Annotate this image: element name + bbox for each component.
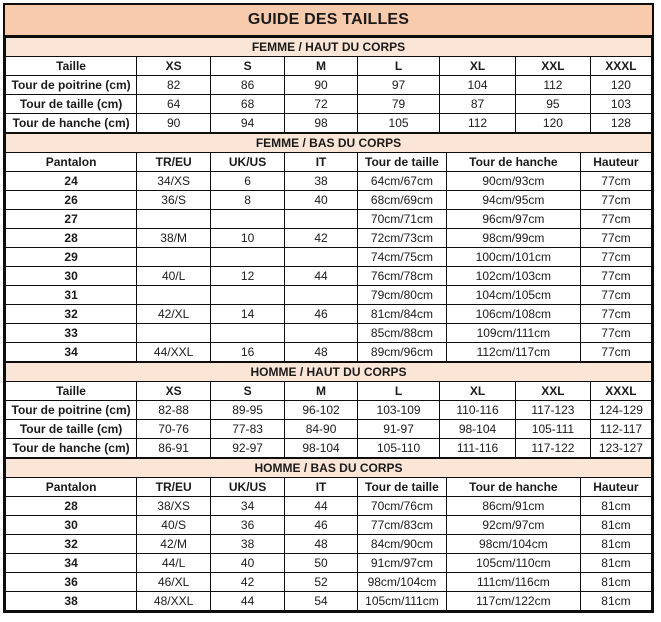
table-cell: 91-97 [358, 420, 440, 439]
section-femme-bas-du-corps [5, 133, 652, 362]
table-cell: 84-90 [285, 420, 358, 439]
table-cell: 90 [137, 114, 211, 133]
table-cell: 90cm/93cm [446, 172, 580, 191]
table-row [6, 172, 652, 191]
column-header-tour-de-taille: Tour de taille [358, 478, 447, 497]
section-band-row [6, 363, 652, 382]
table-cell [285, 324, 358, 343]
table-cell [211, 210, 285, 229]
table-cell: 84cm/90cm [358, 535, 447, 554]
table-cell: 42/XL [137, 305, 211, 324]
table-cell: 104cm/105cm [446, 286, 580, 305]
table-cell: 105cm/111cm [358, 592, 447, 611]
table-cell [137, 324, 211, 343]
column-header-pantalon: Pantalon [6, 153, 137, 172]
column-header-xl: XL [440, 382, 516, 401]
table-cell: 36 [211, 516, 285, 535]
row-label: 33 [6, 324, 137, 343]
table-cell [285, 248, 358, 267]
column-header-s: S [211, 382, 285, 401]
section-heading: FEMME / BAS DU CORPS [6, 134, 652, 153]
table-cell: 111-116 [440, 439, 516, 458]
table-cell: 12 [211, 267, 285, 286]
table-cell: 98-104 [440, 420, 516, 439]
table-cell: 36/S [137, 191, 211, 210]
row-label: 34 [6, 343, 137, 362]
table-cell: 87 [440, 95, 516, 114]
table-row [6, 95, 652, 114]
column-header-s: S [211, 57, 285, 76]
table-cell: 48 [285, 343, 358, 362]
table-cell [285, 286, 358, 305]
table-cell: 81cm [580, 535, 651, 554]
table-cell: 48 [285, 535, 358, 554]
table-row [6, 573, 652, 592]
table-cell: 77cm [580, 229, 651, 248]
table-cell: 112-117 [590, 420, 651, 439]
table-cell: 98cm/104cm [446, 535, 580, 554]
table-cell: 98cm/104cm [358, 573, 447, 592]
table-cell: 105 [358, 114, 440, 133]
table-cell: 6 [211, 172, 285, 191]
table-cell: 34 [211, 497, 285, 516]
table-cell: 97 [358, 76, 440, 95]
table-cell: 77cm [580, 305, 651, 324]
row-label: 30 [6, 516, 137, 535]
table-cell: 104 [440, 76, 516, 95]
header-row [6, 57, 652, 76]
column-header-tr-eu: TR/EU [137, 153, 211, 172]
table-row [6, 114, 652, 133]
table-cell: 46 [285, 516, 358, 535]
row-label: Tour de hanche (cm) [6, 114, 137, 133]
table-cell: 54 [285, 592, 358, 611]
table-row [6, 535, 652, 554]
table-cell: 68cm/69cm [358, 191, 447, 210]
section-band-row [6, 134, 652, 153]
table-cell: 102cm/103cm [446, 267, 580, 286]
column-header-pantalon: Pantalon [6, 478, 137, 497]
table-cell: 77-83 [211, 420, 285, 439]
table-cell: 70cm/71cm [358, 210, 447, 229]
table-cell: 77cm/83cm [358, 516, 447, 535]
table-cell: 112 [515, 76, 590, 95]
table-cell: 77cm [580, 343, 651, 362]
table-cell: 77cm [580, 191, 651, 210]
section-band-row [6, 459, 652, 478]
table-cell: 117-123 [515, 401, 590, 420]
table-row [6, 420, 652, 439]
column-header-tour-de-taille: Tour de taille [358, 153, 447, 172]
column-header-m: M [285, 382, 358, 401]
row-label: 36 [6, 573, 137, 592]
table-row [6, 248, 652, 267]
section-homme-haut-du-corps [5, 362, 652, 458]
column-header-xxxl: XXXL [590, 382, 651, 401]
table-cell: 124-129 [590, 401, 651, 420]
row-label: 31 [6, 286, 137, 305]
table-cell: 82-88 [137, 401, 211, 420]
table-cell: 81cm [580, 573, 651, 592]
column-header-l: L [358, 382, 440, 401]
table-cell: 79 [358, 95, 440, 114]
table-row [6, 286, 652, 305]
table-cell [137, 248, 211, 267]
table-cell: 91cm/97cm [358, 554, 447, 573]
table-cell: 100cm/101cm [446, 248, 580, 267]
table-cell: 111cm/116cm [446, 573, 580, 592]
row-label: 26 [6, 191, 137, 210]
column-header-m: M [285, 57, 358, 76]
table-cell: 74cm/75cm [358, 248, 447, 267]
table-cell: 86-91 [137, 439, 211, 458]
row-label: 29 [6, 248, 137, 267]
table-cell: 44 [285, 267, 358, 286]
table-cell: 44 [285, 497, 358, 516]
row-label: 32 [6, 305, 137, 324]
table-cell: 86cm/91cm [446, 497, 580, 516]
section-femme-haut-du-corps [5, 37, 652, 133]
sections-container [5, 37, 652, 611]
section-heading: HOMME / HAUT DU CORPS [6, 363, 652, 382]
table-cell [211, 324, 285, 343]
table-cell: 48/XXL [137, 592, 211, 611]
column-header-xxxl: XXXL [590, 57, 651, 76]
column-header-tour-de-hanche: Tour de hanche [446, 153, 580, 172]
column-header-uk-us: UK/US [211, 478, 285, 497]
row-label: 28 [6, 229, 137, 248]
table-cell: 98 [285, 114, 358, 133]
table-cell: 72 [285, 95, 358, 114]
table-cell: 10 [211, 229, 285, 248]
row-label: Tour de hanche (cm) [6, 439, 137, 458]
table-cell: 40 [211, 554, 285, 573]
table-row [6, 343, 652, 362]
table-cell: 77cm [580, 267, 651, 286]
row-label: 34 [6, 554, 137, 573]
table-row [6, 401, 652, 420]
table-cell: 89cm/96cm [358, 343, 447, 362]
column-header-xs: XS [137, 382, 211, 401]
table-cell: 103-109 [358, 401, 440, 420]
table-cell: 77cm [580, 248, 651, 267]
table-cell: 79cm/80cm [358, 286, 447, 305]
row-label: 27 [6, 210, 137, 229]
column-header-l: L [358, 57, 440, 76]
column-header-hauteur: Hauteur [580, 478, 651, 497]
column-header-taille: Taille [6, 382, 137, 401]
row-label: Tour de poitrine (cm) [6, 76, 137, 95]
table-cell [137, 286, 211, 305]
table-cell [211, 286, 285, 305]
table-row [6, 516, 652, 535]
table-cell: 94 [211, 114, 285, 133]
header-row [6, 478, 652, 497]
column-header-tr-eu: TR/EU [137, 478, 211, 497]
row-label: 38 [6, 592, 137, 611]
table-cell: 16 [211, 343, 285, 362]
table-cell: 42 [285, 229, 358, 248]
table-cell: 81cm [580, 554, 651, 573]
table-cell: 77cm [580, 210, 651, 229]
table-cell: 120 [590, 76, 651, 95]
table-cell: 112 [440, 114, 516, 133]
table-cell: 70-76 [137, 420, 211, 439]
column-header-uk-us: UK/US [211, 153, 285, 172]
column-header-hauteur: Hauteur [580, 153, 651, 172]
table-cell: 38/XS [137, 497, 211, 516]
table-cell: 46/XL [137, 573, 211, 592]
table-cell: 82 [137, 76, 211, 95]
table-cell [285, 210, 358, 229]
table-row [6, 324, 652, 343]
table-cell: 40/L [137, 267, 211, 286]
table-cell: 92-97 [211, 439, 285, 458]
table-cell: 128 [590, 114, 651, 133]
table-row [6, 592, 652, 611]
table-cell: 44 [211, 592, 285, 611]
table-cell: 42 [211, 573, 285, 592]
table-cell: 14 [211, 305, 285, 324]
table-row [6, 229, 652, 248]
row-label: 24 [6, 172, 137, 191]
column-header-it: IT [285, 153, 358, 172]
table-cell: 95 [515, 95, 590, 114]
table-cell: 42/M [137, 535, 211, 554]
table-cell: 105cm/110cm [446, 554, 580, 573]
table-cell: 38 [211, 535, 285, 554]
table-cell: 112cm/117cm [446, 343, 580, 362]
table-row [6, 210, 652, 229]
table-cell: 98-104 [285, 439, 358, 458]
table-cell: 117-122 [515, 439, 590, 458]
column-header-tour-de-hanche: Tour de hanche [446, 478, 580, 497]
row-label: Tour de poitrine (cm) [6, 401, 137, 420]
table-cell: 81cm [580, 497, 651, 516]
column-header-xxl: XXL [515, 382, 590, 401]
table-cell: 40 [285, 191, 358, 210]
row-label: 32 [6, 535, 137, 554]
header-row [6, 153, 652, 172]
table-cell: 105-110 [358, 439, 440, 458]
row-label: Tour de taille (cm) [6, 95, 137, 114]
table-cell: 76cm/78cm [358, 267, 447, 286]
table-row [6, 497, 652, 516]
table-cell: 52 [285, 573, 358, 592]
table-cell: 94cm/95cm [446, 191, 580, 210]
table-cell: 105-111 [515, 420, 590, 439]
table-cell: 123-127 [590, 439, 651, 458]
section-heading: HOMME / BAS DU CORPS [6, 459, 652, 478]
table-cell: 44/L [137, 554, 211, 573]
table-cell: 77cm [580, 172, 651, 191]
table-cell: 109cm/111cm [446, 324, 580, 343]
column-header-xs: XS [137, 57, 211, 76]
table-cell: 38/M [137, 229, 211, 248]
table-cell: 85cm/88cm [358, 324, 447, 343]
table-cell: 40/S [137, 516, 211, 535]
table-cell: 117cm/122cm [446, 592, 580, 611]
table-title: GUIDE DES TAILLES [5, 5, 652, 37]
table-cell: 8 [211, 191, 285, 210]
table-row [6, 439, 652, 458]
section-band-row [6, 38, 652, 57]
table-cell: 110-116 [440, 401, 516, 420]
table-cell: 70cm/76cm [358, 497, 447, 516]
table-cell: 90 [285, 76, 358, 95]
table-cell: 86 [211, 76, 285, 95]
table-cell: 77cm [580, 324, 651, 343]
table-row [6, 76, 652, 95]
table-cell: 81cm/84cm [358, 305, 447, 324]
table-cell: 38 [285, 172, 358, 191]
table-row [6, 554, 652, 573]
column-header-xl: XL [440, 57, 516, 76]
table-cell: 81cm [580, 592, 651, 611]
table-cell [211, 248, 285, 267]
table-cell: 68 [211, 95, 285, 114]
table-cell: 34/XS [137, 172, 211, 191]
column-header-it: IT [285, 478, 358, 497]
table-cell: 46 [285, 305, 358, 324]
table-cell: 44/XXL [137, 343, 211, 362]
table-cell: 96-102 [285, 401, 358, 420]
table-cell: 96cm/97cm [446, 210, 580, 229]
table-cell: 92cm/97cm [446, 516, 580, 535]
table-row [6, 305, 652, 324]
table-cell: 106cm/108cm [446, 305, 580, 324]
table-cell: 77cm [580, 286, 651, 305]
row-label: 28 [6, 497, 137, 516]
section-homme-bas-du-corps [5, 458, 652, 611]
section-heading: FEMME / HAUT DU CORPS [6, 38, 652, 57]
table-cell: 64 [137, 95, 211, 114]
column-header-xxl: XXL [515, 57, 590, 76]
row-label: Tour de taille (cm) [6, 420, 137, 439]
table-cell: 50 [285, 554, 358, 573]
table-row [6, 267, 652, 286]
table-cell: 64cm/67cm [358, 172, 447, 191]
header-row [6, 382, 652, 401]
table-cell: 72cm/73cm [358, 229, 447, 248]
table-row [6, 191, 652, 210]
table-cell: 103 [590, 95, 651, 114]
table-cell: 98cm/99cm [446, 229, 580, 248]
table-cell: 81cm [580, 516, 651, 535]
table-cell: 120 [515, 114, 590, 133]
table-cell: 89-95 [211, 401, 285, 420]
size-guide-table [3, 3, 654, 613]
row-label: 30 [6, 267, 137, 286]
table-cell [137, 210, 211, 229]
column-header-taille: Taille [6, 57, 137, 76]
